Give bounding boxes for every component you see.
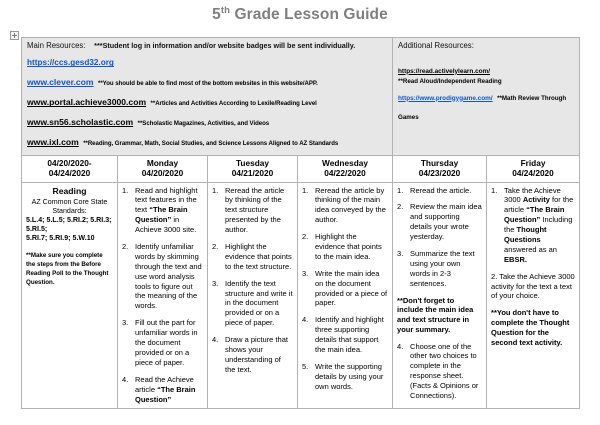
step-text: Write the supporting details by using your own words. <box>315 361 384 391</box>
main-resources-heading-note: ***Student log in information and/or website badges will be sent individually. <box>94 41 356 50</box>
header-tuesday-date: 04/21/2020 <box>231 168 274 179</box>
subject-note: **Make sure you complete the steps from the Before Reading Poll to the Thought Question. <box>26 252 109 287</box>
steps-list <box>212 186 293 375</box>
step-item <box>212 279 293 328</box>
step-item <box>212 242 293 272</box>
step-text: Highlight the evidence that points to the main idea. <box>315 232 382 261</box>
day-note-friday: **You don't have to complete the Thought Question for the second text activity. <box>491 308 570 347</box>
resource-link-row <box>27 51 388 71</box>
steps-list <box>491 186 575 265</box>
step-item <box>302 362 388 392</box>
day-cell-tuesday <box>208 182 298 409</box>
step-number: 4. <box>302 315 309 325</box>
link-ixl-note: **Reading, Grammar, Math, Social Studies, and Science Lessons Aligned to AZ Standards <box>83 140 339 148</box>
step-text: Read and highlight text features in the text “The Brain Question” in Achieve 3000 site. <box>135 185 198 235</box>
step-item <box>302 315 388 355</box>
resource-link-row <box>27 71 388 91</box>
step-text: Highlight the evidence that points to the text structure. <box>225 242 292 271</box>
link-prodigygame[interactable]: https://www.prodigygame.com/ <box>398 94 493 102</box>
step-text: Reread the article. <box>410 185 472 195</box>
step-item <box>302 269 388 309</box>
step-text: Identify and highlight three supporting details that support the main idea. <box>315 315 384 355</box>
step-number: 1. <box>302 185 309 195</box>
step-number: 3. <box>122 318 129 328</box>
day-cell-monday <box>118 182 208 409</box>
step-text: Write the main idea on the document provided or a piece of paper. <box>315 268 388 308</box>
day-header-row <box>22 155 580 182</box>
step-item <box>122 186 203 235</box>
additional-resources-heading: Additional Resources: <box>398 41 474 50</box>
header-wednesday-date: 04/22/2020 <box>324 168 366 179</box>
subject-cell-reading <box>22 182 118 409</box>
link-achieve3000[interactable]: www.portal.achieve3000.com <box>27 97 147 108</box>
header-monday-day: Monday <box>146 157 179 168</box>
steps-list <box>122 186 203 405</box>
header-wednesday-day: Wednesday <box>322 157 368 168</box>
header-thursday-day: Thursday <box>420 157 459 168</box>
step-item <box>397 342 482 401</box>
link-scholastic[interactable]: www.sn56.scholastic.com <box>27 117 134 128</box>
step-text: Choose one of the other two choices to complete in the response sheet. (Facts & Opinions or Connections). <box>410 341 479 401</box>
resource-link-row <box>398 86 575 125</box>
step-item <box>397 249 482 289</box>
step-text: Reread the article by thinking of the text structure presented by the author. <box>225 185 285 235</box>
additional-resources-cell <box>393 38 580 156</box>
day-cell-friday <box>487 182 580 409</box>
step-item <box>302 186 388 226</box>
step-number: 4. <box>212 335 219 345</box>
step-item <box>122 318 203 367</box>
header-tuesday-day: Tuesday <box>235 157 270 168</box>
lesson-content-row <box>22 182 580 409</box>
header-friday <box>487 155 580 182</box>
link-activelylearn[interactable]: https://read.activelylearn.com/ <box>398 67 491 75</box>
header-monday <box>118 155 208 182</box>
header-week-range-line2: 04/24/2020 <box>48 168 91 179</box>
steps-list <box>397 342 482 401</box>
resource-link-row <box>398 59 575 79</box>
steps-list <box>302 186 388 392</box>
step-number: 3. <box>397 249 404 259</box>
resources-row <box>22 38 580 156</box>
main-resources-heading <box>27 41 388 51</box>
page-title-text: Grade Lesson Guide <box>234 6 388 23</box>
link-ixl[interactable]: www.ixl.com <box>27 137 79 148</box>
step-number: 2. <box>212 242 219 252</box>
step-text: Identify unfamiliar words by skimming through the text and use word analysis tools to figure out the meaning of the words. <box>135 242 202 311</box>
step-item <box>397 202 482 242</box>
link-prodigygame-note: **Math Review Through Games <box>398 94 567 122</box>
step-text: Review the main idea and supporting details your wrote yesterday. <box>410 202 482 242</box>
header-friday-date: 04/24/2020 <box>512 168 554 179</box>
step-text: Take the Achieve 3000 Activity for the article “The Brain Question” Including the Thought Questions answered as an EBSR. <box>504 185 574 264</box>
step-item <box>212 186 293 235</box>
day-note-thursday: **Don't forget to include the main idea and text structure in your summary. <box>397 295 474 334</box>
steps-list <box>397 186 482 289</box>
step-item <box>212 335 293 375</box>
main-resources-heading-label: Main Resources: <box>27 41 86 50</box>
step-text: Draw a picture that shows your understanding of the text. <box>225 335 288 374</box>
step-text: Identify the text structure and write it in the document provided or on a piece of paper. <box>225 278 293 328</box>
header-friday-day: Friday <box>520 157 546 168</box>
link-activelylearn-note: **Read Aloud/Independent Reading <box>398 78 502 86</box>
header-thursday-date: 04/23/2020 <box>418 168 461 179</box>
resource-link-row <box>27 91 388 111</box>
day-step-friday-2: 2. Take the Achieve 3000 activity for the text a text of your choice. <box>491 271 575 301</box>
step-number: 2. <box>397 202 404 212</box>
table-move-handle-icon[interactable] <box>10 31 19 40</box>
step-number: 1. <box>491 185 498 195</box>
link-clever-note: **You should be able to find most of the bottom websites in this website/APP. <box>98 80 318 88</box>
step-number: 4. <box>397 341 404 351</box>
header-tuesday <box>208 155 298 182</box>
resource-link-row <box>27 131 388 151</box>
step-number: 1. <box>122 185 129 195</box>
step-number: 5. <box>302 361 309 371</box>
link-clever[interactable]: www.clever.com <box>27 77 94 88</box>
header-week-range <box>22 155 118 182</box>
subject-title: Reading <box>52 185 87 196</box>
link-ccs-gesd32[interactable]: https://ccs.gesd32.org <box>27 58 114 68</box>
step-number: 1. <box>212 185 219 195</box>
step-number: 1. <box>397 185 404 195</box>
step-text: Fill out the part for unfamiliar words in the document provided or on a piece of paper. <box>135 318 198 367</box>
resource-link-row <box>27 111 388 131</box>
step-item <box>491 186 575 265</box>
step-number: 2. <box>122 242 129 252</box>
page-title <box>0 0 600 26</box>
step-item <box>122 375 203 405</box>
lesson-guide-table <box>21 37 580 409</box>
page-title-ordinal-suffix: th <box>220 4 231 16</box>
standards-list-line1: 5.L.4; 5.L.5; 5.RI.2; 5.RI.3; 5.RI.5; <box>26 215 112 233</box>
step-number: 4. <box>122 374 129 384</box>
link-scholastic-note: **Scholastic Magazines, Activities, and Videos <box>137 120 270 128</box>
link-achieve3000-note: **Articles and Activities According to Lexile/Reading Level <box>150 100 317 108</box>
standards-list <box>26 216 113 244</box>
step-item <box>397 186 482 196</box>
day-cell-thursday <box>393 182 487 409</box>
day-cell-wednesday <box>298 182 393 409</box>
header-monday-date: 04/20/2020 <box>141 168 184 179</box>
step-number: 3. <box>302 268 309 278</box>
step-number: 3. <box>212 278 219 288</box>
main-resources-cell <box>22 38 393 156</box>
header-wednesday <box>298 155 393 182</box>
step-number: 2. <box>302 232 309 242</box>
standards-label: AZ Common Core State Standards: <box>31 197 108 215</box>
step-text: Summarize the text using your own words in 2-3 sentences. <box>410 249 475 288</box>
step-text: Read the Achieve article “The Brain Question” <box>135 374 196 404</box>
header-week-range-line1: 04/20/2020- <box>47 157 92 168</box>
page-title-ordinal: 5 <box>212 6 221 23</box>
step-item <box>122 242 203 311</box>
header-thursday <box>393 155 487 182</box>
step-text: Reread the article by thinking of the main idea conveyed by the author. <box>315 185 386 225</box>
step-item <box>302 232 388 262</box>
standards-list-line2: 5.RI.7; 5.RI.9; 5.W.10 <box>26 234 95 243</box>
